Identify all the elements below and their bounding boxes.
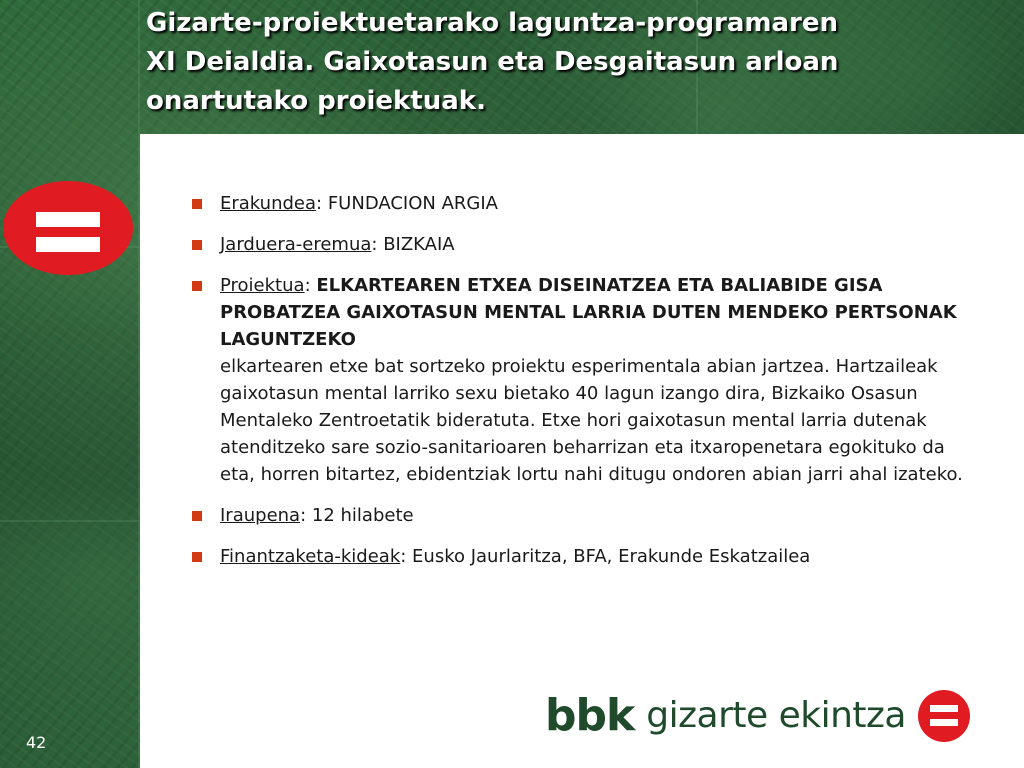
- item-separator: :: [316, 193, 328, 214]
- item-value: 12 hilabete: [311, 505, 414, 526]
- item-label: Iraupena: [220, 505, 301, 526]
- brand-bbk-wordmark: bbk: [545, 690, 635, 741]
- page-number: 42: [26, 733, 47, 752]
- equals-bar-top: [36, 212, 100, 227]
- equals-bar-top: [930, 705, 958, 712]
- item-value: Eusko Jaurlaritza, BFA, Erakunde Eskatzailea: [412, 546, 811, 567]
- slide-title: Gizarte-proiektuetarako laguntza-programaren XI Deialdia. Gaixotasun eta Desgaitasun arloan onartutako proiektuak.: [146, 8, 839, 116]
- brand-logo: [545, 688, 970, 744]
- square-bullet-icon: [192, 240, 202, 250]
- item-value: BIZKAIA: [383, 234, 455, 255]
- item-label: Erakundea: [220, 193, 317, 214]
- list-item: [192, 231, 982, 258]
- square-bullet-icon: [192, 511, 202, 521]
- list-item: [192, 543, 982, 570]
- item-label: Finantzaketa-kideak: [220, 546, 401, 567]
- square-bullet-icon: [192, 199, 202, 209]
- project-description: elkartearen etxe bat sortzeko proiektu esperimentala abian jartzea. Hartzaileak gaixotasun mental larriko sexu bietako 40 lagun izango dira, Bizkaiko Osasun Mentaleko Zentroetatik bideratuta. Etxe hori gaixotasun mental larria dutenak atenditzeko sare sozio-sanitarioaren beharrizan eta itxaropenetara egokituko da eta, horren bitartez, ebidentziak lortu nahi ditugu ondoren abian jarri ahal izateko.: [220, 356, 963, 485]
- item-separator: :: [304, 275, 317, 296]
- equals-bar-bottom: [36, 237, 100, 252]
- list-item: [192, 502, 982, 529]
- square-bullet-icon: [192, 552, 202, 562]
- list-item: [192, 190, 982, 217]
- brand-name: gizarte ekintza: [646, 695, 906, 736]
- list-item: [192, 272, 982, 488]
- item-value: FUNDACION ARGIA: [327, 193, 498, 214]
- info-list: [192, 190, 982, 584]
- item-separator: :: [400, 546, 413, 567]
- equals-bar-bottom: [930, 719, 958, 726]
- project-title: ELKARTEAREN ETXEA DISEINATZEA ETA BALIABIDE GISA PROBATZEA GAIXOTASUN MENTAL LARRIA DUTEN MENDEKO PERTSONAK LAGUNTZEKO: [220, 275, 957, 350]
- item-label: Jarduera-eremua: [220, 234, 372, 255]
- item-separator: :: [300, 505, 312, 526]
- item-separator: :: [371, 234, 384, 255]
- equals-circle-icon: [3, 181, 133, 275]
- equals-circle-icon: [918, 690, 970, 742]
- item-label: Proiektua: [220, 275, 305, 296]
- square-bullet-icon: [192, 281, 202, 291]
